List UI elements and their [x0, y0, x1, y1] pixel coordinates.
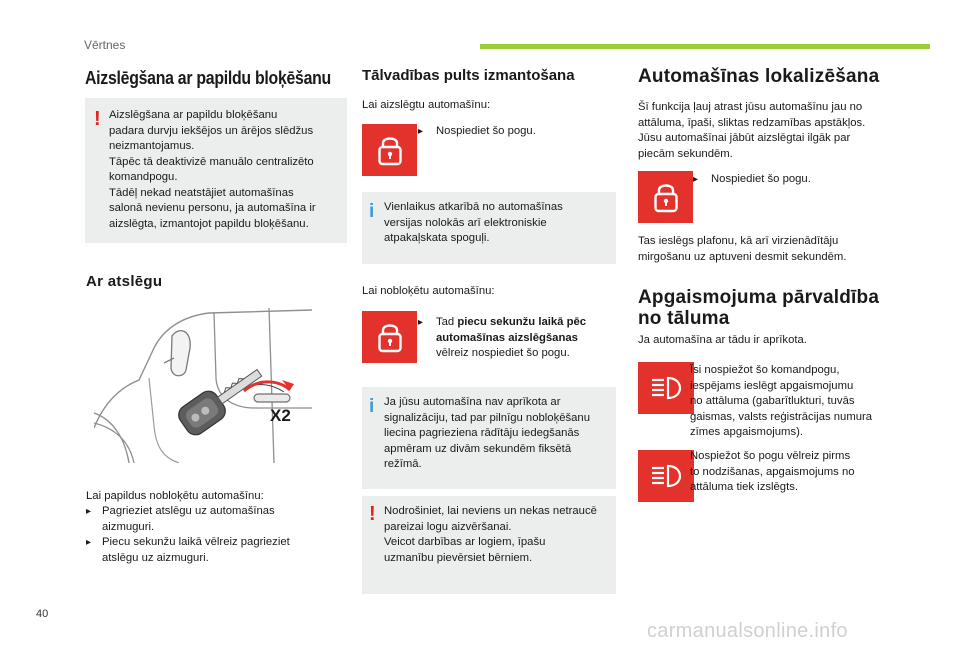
- lock-step-text: Nospiediet šo pogu.: [436, 125, 536, 137]
- lock-intro: Lai aizslēgtu automašīnu:: [362, 99, 491, 111]
- locate-step-text: Nospiediet šo pogu.: [711, 173, 811, 185]
- deadlock-step-bold: automašīnas aizslēgšanas: [436, 331, 578, 344]
- locate-result: [638, 234, 893, 265]
- key-door-illustration: [94, 308, 312, 463]
- locate-intro: [638, 100, 893, 162]
- heading-locating-vehicle: Automašīnas lokalizēšana: [638, 66, 880, 87]
- deadlock-step: [418, 315, 618, 362]
- key-step-1-line: Pagrieziet atslēgu uz automašīnas: [102, 505, 275, 517]
- info-line: Vienlaikus atkarībā no automašīnas: [384, 201, 563, 213]
- key-step-1-line: aizmuguri.: [102, 520, 155, 533]
- warning-line: Nodrošiniet, lai neviens un nekas netraucē: [384, 505, 597, 517]
- info-line: versijas nolokās arī elektroniskie: [384, 216, 547, 229]
- warning-line: Tādēļ nekad neatstājiet automašīnas: [109, 186, 294, 199]
- arrow-bullet-icon: ▸: [86, 506, 92, 517]
- lights-on-line: gaismas, valsts reģistrācijas numura: [690, 410, 873, 423]
- key-step-2: [86, 535, 348, 566]
- warning-line: aizslēgta, izmantojot papildu bloķēšanu.: [109, 217, 309, 230]
- arrow-bullet-icon: ▸: [86, 537, 92, 548]
- warning-box-windows: [362, 496, 616, 594]
- locate-step: [693, 172, 811, 188]
- lock-step: [418, 124, 536, 140]
- warning-line: komandpogu.: [109, 171, 178, 183]
- info-line: atpakaļskata spoguļi.: [384, 232, 490, 244]
- lights-on-line: iespējams ieslēgt apgaismojumu: [690, 379, 854, 392]
- locate-result-line: mirgošanu uz aptuveni desmit sekundēm.: [638, 250, 847, 263]
- lights-on-text: [690, 363, 890, 441]
- warning-line: Aizslēgšana ar papildu bloķēšanu: [109, 109, 278, 121]
- info-box-mirrors: [362, 192, 616, 264]
- warning-line: uzmanību pievērsiet bērniem.: [384, 551, 533, 564]
- heading-remote-control: Tālvadības pults izmantošana: [362, 67, 575, 84]
- info-line: Ja jūsu automašīna nav aprīkota ar: [384, 396, 561, 408]
- deadlock-step-post: vēlreiz nospiediet šo pogu.: [436, 347, 570, 359]
- heading-with-key: Ar atslēgu: [86, 273, 163, 290]
- info-line: režīmā.: [384, 458, 422, 470]
- key-step-2-line: atslēgu uz aizmuguri.: [102, 551, 209, 564]
- locate-lock-button-icon: [638, 171, 693, 223]
- header-accent-bar: [480, 44, 930, 49]
- info-icon: i: [369, 396, 375, 417]
- warning-line: padara durvju iekšējos un ārējos slēdžus: [109, 124, 314, 137]
- lock-button-icon: [362, 124, 417, 176]
- heading-locking-deadlock: Aizslēgšana ar papildu bloķēšanu: [85, 68, 331, 88]
- warning-line: pareizai logu aizvēršanai.: [384, 520, 512, 533]
- key-step-2-line: Piecu sekunžu laikā vēlreiz pagrieziet: [102, 536, 290, 548]
- warning-line: neizmantojamus.: [109, 140, 195, 152]
- info-icon: i: [369, 201, 375, 222]
- page-number: 40: [36, 608, 49, 620]
- headlight-button-icon-2: [638, 450, 694, 502]
- locate-intro-line: Jūsu automašīnai jābūt aizslēgtai ilgāk par: [638, 132, 851, 144]
- lights-on-line: no attāluma (gabarītlukturi, tuvās: [690, 395, 855, 407]
- lights-off-text: [690, 449, 890, 496]
- info-line: liecina pagrieziena rādītāju iedegšanās: [384, 427, 580, 439]
- lights-off-line: to nodzišanas, apgaismojums no: [690, 465, 855, 478]
- warning-line: Veicot darbības ar logiem, īpašu: [384, 536, 546, 548]
- heading-remote-lighting-line: Apgaismojuma pārvaldība: [638, 287, 880, 308]
- heading-remote-lighting-line: no tāluma: [638, 308, 730, 329]
- info-box-indicators: [362, 387, 616, 489]
- deadlock-step-bold: piecu sekunžu laikā pēc: [457, 316, 587, 328]
- lights-off-line: Nospiežot šo pogu vēlreiz pirms: [690, 450, 851, 462]
- heading-remote-lighting: [638, 287, 879, 329]
- lights-off-line: attāluma tiek izslēgts.: [690, 481, 798, 493]
- arrow-bullet-icon: ▸: [418, 126, 424, 137]
- info-line: signalizāciju, tad par pilnīgu nobloķēšanu: [384, 411, 590, 424]
- info-line: apmēram uz divām sekundēm fiksētā: [384, 442, 572, 455]
- deadlock-button-icon: [362, 311, 417, 363]
- headlight-button-icon: [638, 362, 694, 414]
- warning-icon: !: [369, 503, 376, 525]
- section-label: Vērtnes: [84, 38, 126, 52]
- warning-line: Tāpēc tā deaktivizē manuālo centralizēto: [109, 155, 314, 168]
- arrow-bullet-icon: ▸: [693, 174, 699, 185]
- lights-on-line: Īsi nospiežot šo komandpogu,: [690, 364, 840, 376]
- arrow-bullet-icon: ▸: [418, 317, 424, 328]
- warning-box-deadlock: [85, 98, 347, 243]
- lights-on-line: zīmes apgaismojums).: [690, 426, 804, 438]
- x2-label: X2: [270, 406, 291, 425]
- locate-result-line: Tas ieslēgs plafonu, kā arī virzienādītāju: [638, 235, 839, 247]
- equipment-note: Ja automašīna ar tādu ir aprīkota.: [638, 334, 807, 346]
- watermark: carmanualsonline.info: [647, 620, 848, 642]
- locate-intro-line: piecām sekundēm.: [638, 147, 733, 160]
- deadlock-remote-intro: Lai nobloķētu automašīnu:: [362, 285, 495, 297]
- deadlock-key-intro: Lai papildus nobloķētu automašīnu:: [86, 490, 264, 502]
- locate-intro-line: Šī funkcija ļauj atrast jūsu automašīnu jau no: [638, 101, 863, 113]
- locate-intro-line: attāluma, īpaši, sliktas redzamības apstākļos.: [638, 116, 866, 129]
- warning-icon: !: [94, 108, 101, 130]
- deadlock-step-pre: Tad: [436, 316, 458, 328]
- warning-line: salonā nevienu personu, ja automašīna ir: [109, 202, 316, 214]
- key-step-1: [86, 504, 348, 535]
